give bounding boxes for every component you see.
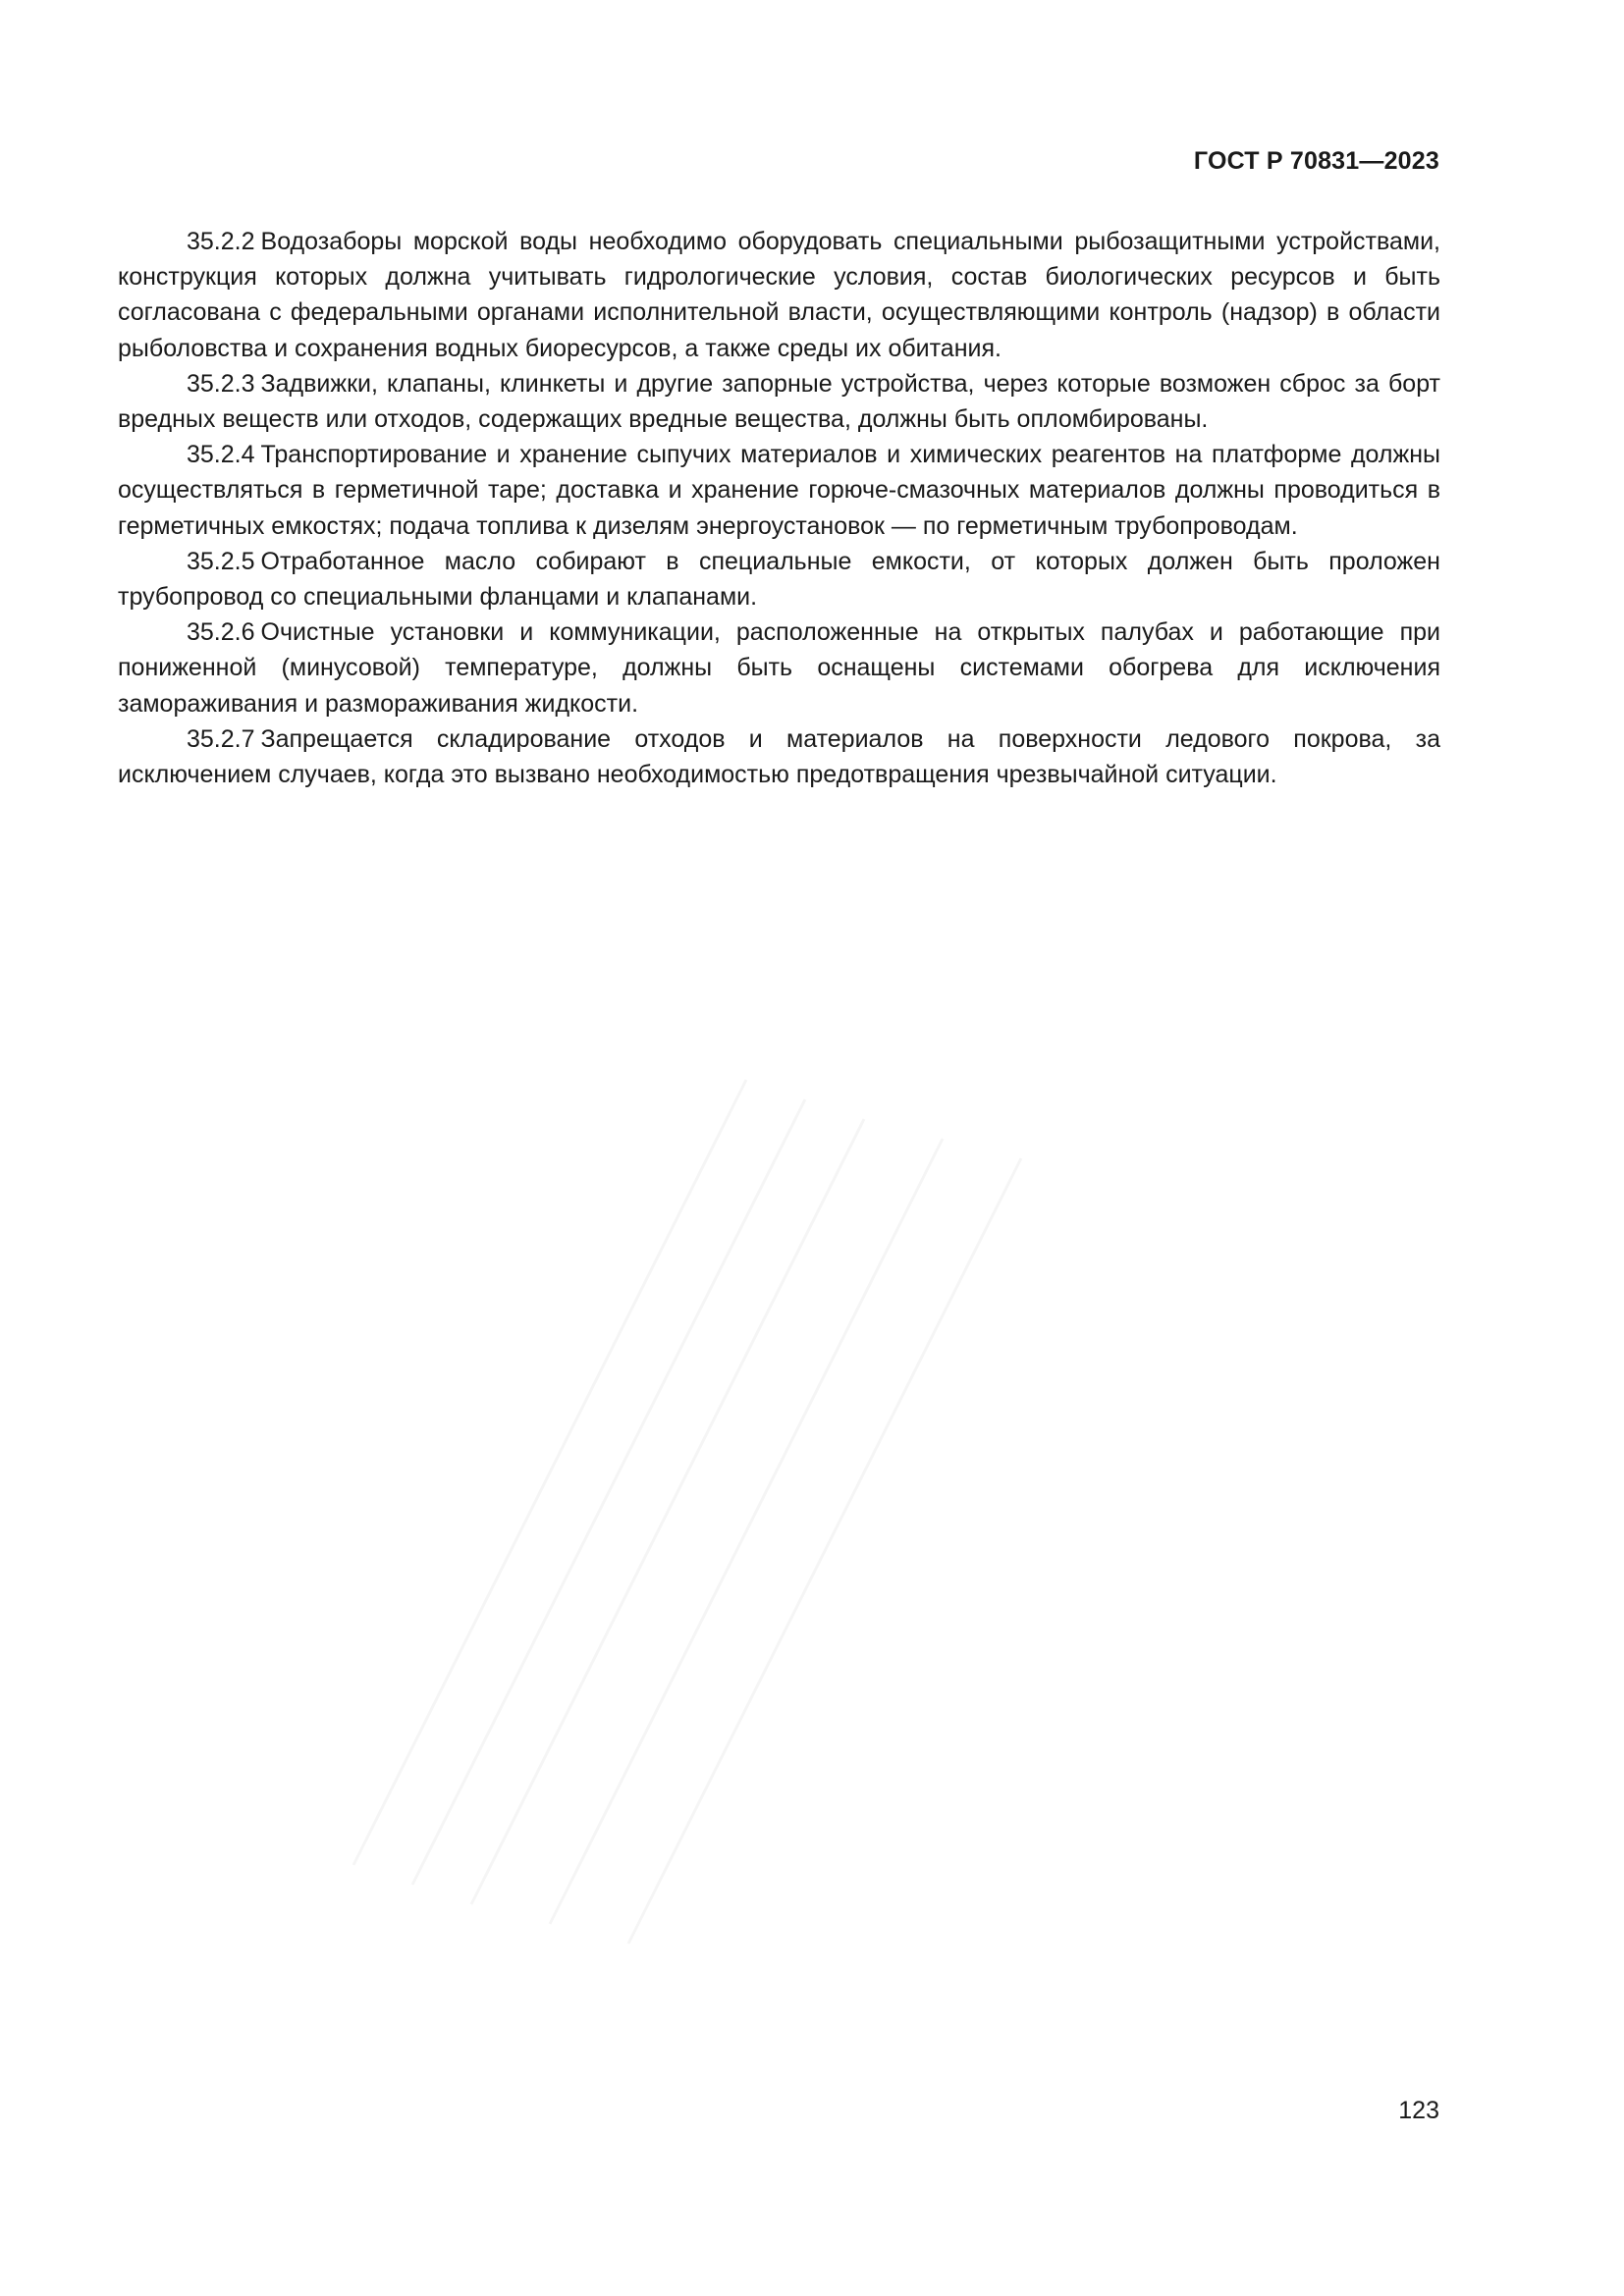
page-number: 123 (1398, 2097, 1439, 2124)
clause-35-2-2 (118, 224, 1440, 366)
clause-text: Транспортирование и хранение сыпучих материалов и химических реагентов на платформе должны осуществляться в герметичной таре; доставка и хранение горюче-смазочных материалов должны проводиться в герметичных емкостях; подача топлива к дизелям энергоустановок — по герметичным трубопроводам. (118, 441, 1440, 540)
clause-35-2-3 (118, 366, 1440, 437)
clause-number: 35.2.4 (187, 441, 255, 469)
clause-35-2-4 (118, 437, 1440, 544)
clause-number: 35.2.2 (187, 228, 255, 255)
clause-number: 35.2.5 (187, 547, 255, 575)
clause-number: 35.2.7 (187, 724, 255, 753)
scan-watermark-texture (255, 982, 1139, 1963)
clause-text: Задвижки, клапаны, клинкеты и другие запорные устройства, через которые возможен сброс за борт вредных веществ или отходов, содержащих вредные вещества, должны быть опломбированы. (118, 369, 1440, 434)
clause-35-2-7 (118, 721, 1440, 792)
clause-number: 35.2.3 (187, 369, 255, 398)
clause-35-2-6 (118, 614, 1440, 721)
clause-text: Отработанное масло собирают в специальные емкости, от которых должен быть проложен трубопровод со специальными фланцами и клапанами. (118, 547, 1440, 612)
document-code-header: ГОСТ Р 70831—2023 (1193, 147, 1439, 175)
clause-text: Запрещается складирование отходов и материалов на поверхности ледового покрова, за исключением случаев, когда это вызвано необходимостью предотвращения чрезвычайной ситуации. (118, 724, 1440, 789)
clause-number: 35.2.6 (187, 618, 255, 647)
clause-text: Водозаборы морской воды необходимо оборудовать специальными рыбозащитными устройствами, конструкция которых должна учитывать гидрологические условия, состав биологических ресурсов и быть согласована с федеральными органами исполнительной власти, осуществляющими контроль (надзор) в области рыболовства и сохранения водных биоресурсов, а также среды их обитания. (118, 228, 1440, 362)
clause-text: Очистные установки и коммуникации, расположенные на открытых палубах и работающие при пониженной (минусовой) температуре, должны быть оснащены системами обогрева для исключения замораживания и размораживания жидкости. (118, 618, 1440, 718)
section-body (118, 224, 1440, 792)
clause-35-2-5 (118, 544, 1440, 614)
